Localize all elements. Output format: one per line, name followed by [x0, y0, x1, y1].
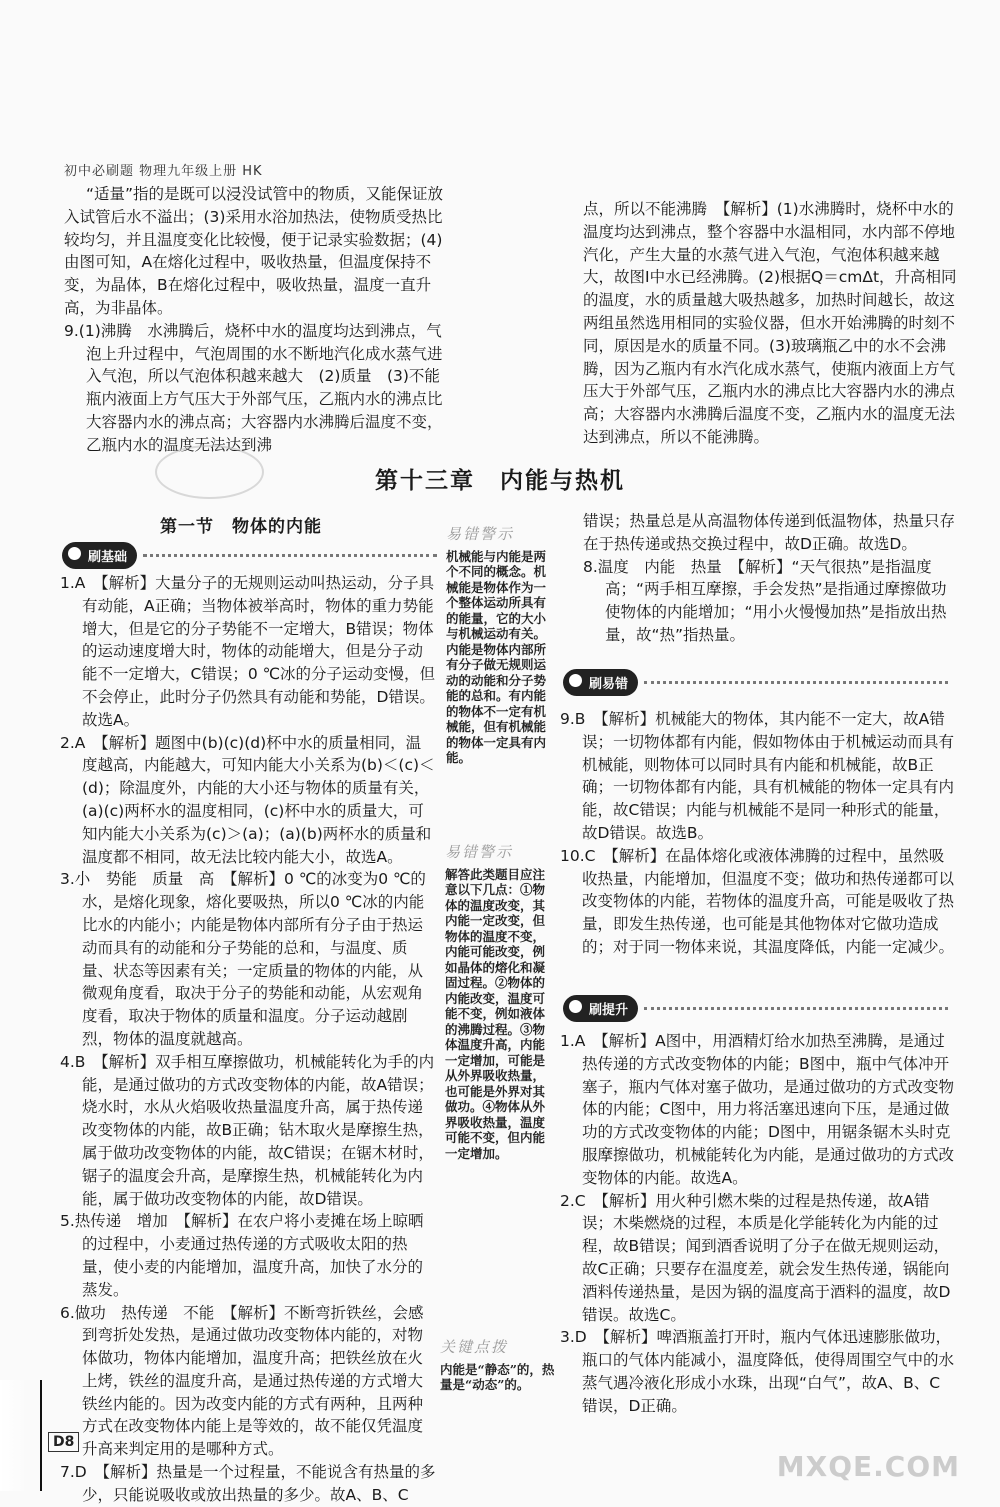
badge-basic: [62, 540, 437, 570]
top-left-column: [64, 183, 454, 457]
right-column-mid: [560, 708, 955, 959]
answer-3c: 3.D 【解析】啤酒瓶盖打开时，瓶内气体迅速膨胀做功，瓶口的气体内能减小，温度降低，使得周围空气中的水蒸气遇冷液化形成小水珠，出现“白气”，故A、B、C错误，D正确。: [560, 1328, 955, 1415]
mid-left-column: [60, 572, 436, 1507]
page-number: D8: [48, 1432, 79, 1452]
badge-advance: [563, 993, 948, 1023]
sidenote-mistake-2: [445, 845, 553, 1161]
answer-9b: 9.B 【解析】机械能大的物体，其内能不一定大，故A错误；一切物体都有内能，假如物体由于机械运动而具有机械能，则物体可以同时具有内能和机械能，故B正确；一切物体都有内能，具有机械能的物体一定具有内能，故C错误；内能与机械能不是同一种形式的能量，故D错误。故选B。: [560, 710, 955, 842]
page-header: 初中必刷题 物理九年级上册 HK: [64, 164, 263, 179]
sidenote-heading: 关键点拨: [440, 1338, 509, 1356]
dotted-divider: [143, 554, 437, 557]
top-right-column: [583, 198, 958, 449]
paragraph: 错误；热量总是从高温物体传递到低温物体，热量只存在于热传递或热交换过程中，故D正确。故选D。: [583, 512, 956, 553]
page-edge-bar: [0, 1380, 42, 1491]
paragraph: 点，所以不能沸腾 【解析】(1)水沸腾时，烧杯中水的温度均达到沸点，整个容器中水温相同，水内部不停地汽化，产生大量的水蒸气进入气泡，气泡体积越来越大，故图Ⅰ中水已经沸腾。(2)根据Q＝cmΔt，升高相同的温度，水的质量越大吸热越多，加热时间越长，故这两组虽然选用相同的实验仪器，但水开始沸腾的时刻不同，原因是水的质量不同。(3)玻璃瓶乙中的水不会沸腾，因为乙瓶内有水汽化成水蒸气，使瓶内液面上方气压大于外部气压，乙瓶内水的沸点比大容器内水的沸点高；大容器内水沸腾后温度不变，乙瓶内水的温度无法达到沸点，所以不能沸腾。: [583, 200, 957, 446]
badge-label: 刷基础: [62, 542, 137, 569]
badge-label: 刷提升: [563, 995, 638, 1022]
answer-6: 6.做功 热传递 不能 【解析】不断弯折铁丝，会感到弯折处发热，是通过做功改变物体内能的，对物体做功，物体内能增加，温度升高；把铁丝放在火上烤，铁丝的温度升高，是通过热传递的方式增大铁丝内能的。因为改变内能的方式有两种，且两种方式在改变物体内能上是等效的，故不能仅凭温度升高来判定用的是哪种方式。: [60, 1303, 424, 1459]
dotted-divider: [644, 1007, 948, 1010]
badge-mistake: [563, 667, 948, 697]
dotted-divider: [644, 681, 948, 684]
sidenote-key-point: [440, 1340, 555, 1393]
sidenote-mistake-1: [446, 527, 556, 766]
answer-7: 7.D 【解析】热量是一个过程量，不能说含有热量的多少，只能说吸收或放出热量的多少。故A、B、C: [60, 1463, 436, 1504]
paragraph: “适量”指的是既可以浸没试管中的物质，又能保证放入试管后水不溢出；(3)采用水浴加热法，使物质受热比较均匀，并且温度变化比较慢，便于记录实验数据；(4)由图可知，A在熔化过程中，吸收热量，但温度保持不变，为晶体，B在熔化过程中，吸收热量，温度一直升高，为非晶体。: [64, 185, 444, 317]
watermark: MXQE.COM: [776, 1450, 960, 1483]
right-column-bottom: [560, 1030, 955, 1418]
right-column-top: [583, 510, 955, 647]
answer-5: 5.热传递 增加 【解析】在农户将小麦摊在场上晾晒的过程中，小麦通过热传递的方式吸收太阳的热量，使小麦的内能增加，温度升高，加快了水分的蒸发。: [60, 1212, 424, 1299]
answer-8: 8.温度 内能 热量 【解析】“天气很热”是指温度高；“两手相互摩擦，手会发热”是指通过摩擦做功使物体的内能增加；“用小火慢慢加热”是指放出热量，故“热”指热量。: [583, 557, 947, 644]
chapter-title: 第十三章 内能与热机: [375, 468, 625, 494]
answer-1: 1.A 【解析】大量分子的无规则运动叫热运动，分子具有动能，A正确；当物体被举高时，物体的重力势能增大，但是它的分子势能不一定增大，B错误；物体的运动速度增大时，物体的动能增大，但是分子动能不一定增大，C错误；0 ℃冰的分子运动变慢，但不会停止，此时分子仍然具有动能和势能，D错误。故选A。: [60, 574, 436, 729]
sidenote-text: 机械能与内能是两个不同的概念。机械能是物体作为一个整体运动所具有的能量，它的大小与机械运动有关。内能是物体内部所有分子做无规则运动的动能和分子势能的总和。有内能的物体不一定有机械能，但有机械能的物体一定具有内能。: [446, 548, 547, 765]
section-title: 第一节 物体的内能: [160, 517, 322, 537]
answer-1c: 1.A 【解析】A图中，用酒精灯给水加热至沸腾，是通过热传递的方式改变物体的内能；B图中，瓶中气体冲开塞子，瓶内气体对塞子做功，是通过做功的方式改变物体的内能；C图中，用力将活塞迅速向下压，是通过做功的方式改变物体的内能；D图中，用锯条锯木头时克服摩擦做功，机械能转化为内能，是通过做功的方式改变物体的内能。故选A。: [560, 1032, 955, 1187]
sidenote-heading: 易错警示: [446, 525, 515, 543]
answer-10: 10.C 【解析】在晶体熔化或液体沸腾的过程中，虽然吸收热量，内能增加，但温度不变；做功和热传递都可以改变物体的内能，若物体的温度升高，可能是吸收了热量，即发生热传递，也可能是其他物体对它做功造成的；对于同一物体来说，其温度降低，内能一定减少。: [560, 846, 955, 956]
sidenote-text: 内能是“静态”的，热量是“动态”的。: [440, 1361, 555, 1392]
sidenote-heading: 易错警示: [445, 843, 514, 861]
answer-9: 9.(1)沸腾 水沸腾后，烧杯中水的温度均达到沸点，气泡上升过程中，气泡周围的水不断地汽化成水蒸气进入气泡，所以气泡体积越来越大 (2)质量 (3)不能 瓶内液面上方气压大于外部气压，乙瓶内水的沸点比大容器内水的沸点高；大容器内水沸腾后温度不变，乙瓶内水的温度无法达到沸: [64, 321, 456, 454]
badge-label: 刷易错: [563, 669, 638, 696]
answer-3: 3.小 势能 质量 高 【解析】0 ℃的冰变为0 ℃的水，是熔化现象，熔化要吸热，所以0 ℃冰的内能比水的内能小；内能是物体内部所有分子由于热运动而具有的动能和分子势能的总和，与温度、质量、状态等因素有关；一定质量的物体的内能，从微观角度看，取决于分子的势能和动能，从宏观角度看，取决于物体的质量和温度。分子运动越剧烈，物体的温度就越高。: [60, 870, 426, 1048]
answer-4: 4.B 【解析】双手相互摩擦做功，机械能转化为手的内能，是通过做功的方式改变物体的内能，故A错误；烧水时，水从火焰吸收热量温度升高，属于热传递改变物体的内能，故B正确；钻木取火是摩擦生热，属于做功改变物体的内能，故C错误；在锯木材时，锯子的温度会升高，是摩擦生热，机械能转化为内能，属于做功改变物体的内能，故D错误。: [60, 1052, 435, 1208]
sidenote-text: 解答此类题目应注意以下几点：①物体的温度改变，其内能一定改变，但物体的温度不变，内能可能改变，例如晶体的熔化和凝固过程。②物体的内能改变，温度可能不变，例如液体的沸腾过程。③物体温度升高，内能一定增加，可能是从外界吸收热量，也可能是外界对其做功。④物体从外界吸收热量，温度可能不变，但内能一定增加。: [445, 866, 546, 1161]
answer-2: 2.A 【解析】题图中(b)(c)(d)杯中水的质量相同，温度越高，内能越大，可知内能大小关系为(b)＜(c)＜(d)；除温度外，内能的大小还与物体的质量有关，(a)(c)两杯水的温度相同，(c)杯中水的质量大，可知内能大小关系为(c)＞(a)；(a)(b)两杯水的质量和温度都不相同，故无法比较内能大小，故选A。: [60, 733, 435, 866]
answer-2c: 2.C 【解析】用火种引燃木柴的过程是热传递，故A错误；木柴燃烧的过程，本质是化学能转化为内能的过程，故B错误；闻到酒香说明了分子在做无规则运动，故C正确；只要存在温度差，就会发生热传递，锅能向酒料传递热量，是因为锅的温度高于酒料的温度，故D错误。故选C。: [560, 1191, 951, 1324]
